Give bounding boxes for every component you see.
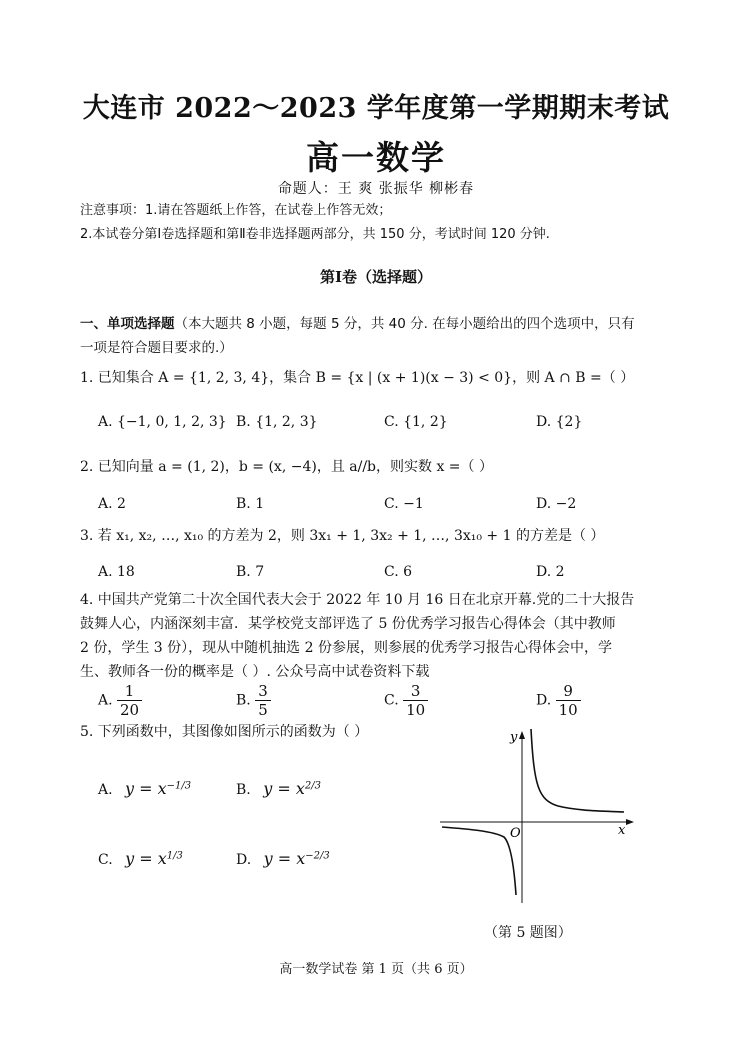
notes-line-2: 2.本试卷分第Ⅰ卷选择题和第Ⅱ卷非选择题两部分，共 150 分，考试时间 120 分钟. [80, 227, 550, 242]
q5-option-b: B. $y = x^{2/3}$ [236, 779, 321, 798]
graph-caption: （第 5 题图） [484, 925, 572, 941]
q5-option-c: C. $y = x^{1/3}$ [98, 849, 183, 868]
q3-option-a: A. 18 [98, 564, 135, 580]
exam-title: 大连市 2022～2023 学年度第一学期期末考试 [82, 93, 670, 124]
section-title: 第Ⅰ卷（选择题） [319, 268, 433, 286]
q5-stem: 5. 下列函数中，其图像如图所示的函数为（ ） [80, 724, 369, 740]
q5-option-d: D. $y = x^{-2/3}$ [236, 849, 330, 868]
y-axis-label: y [510, 730, 518, 745]
q5-option-a: A. $y = x^{-1/3}$ [98, 779, 192, 798]
subject-title: 高一数学 [306, 138, 446, 177]
q1-option-c: C. {1, 2} [384, 414, 448, 430]
q4-line-2: 鼓舞人心，内涵深刻丰富．某学校党支部评选了 5 份优秀学习报告心得体会（其中教师 [80, 616, 616, 632]
page-footer: 高一数学试卷 第 1 页（共 6 页） [279, 962, 473, 977]
q1-option-b: B. {1, 2, 3} [236, 414, 318, 430]
q1-stem: 1. 已知集合 A = {1, 2, 3, 4}，集合 B = {x | (x + 1)(x − 3) < 0}，则 A ∩ B =（ ） [80, 370, 635, 386]
q4-option-d: D. $\frac{9}{10}$ [536, 682, 581, 719]
q1-option-d: D. {2} [536, 414, 583, 430]
fraction: $\frac{9}{10}$ [556, 682, 581, 719]
q3-stem: 3. 若 x₁, x₂, …, x₁₀ 的方差为 2，则 3x₁ + 1, 3x₂ + 1, …, 3x₁₀ + 1 的方差是（ ） [80, 528, 605, 544]
q2-option-c: C. −1 [384, 496, 424, 512]
q2-stem: 2. 已知向量 a = (1, 2)，b = (x, −4)，且 a//b，则实数 x =（ ） [80, 459, 493, 475]
q2-option-b: B. 1 [236, 496, 265, 512]
fraction: $\frac{3}{5}$ [255, 682, 271, 719]
q4-line-3: 2 份，学生 3 份），现从中随机抽选 2 份参展，则参展的优秀学习报告心得体会中，学 [80, 640, 612, 656]
x-axis-label: x [618, 823, 626, 838]
part-desc: （本大题共 8 小题，每题 5 分，共 40 分. 在每小题给出的四个选项中，只有 [174, 316, 635, 332]
part-desc-2: 一项是符合题目要求的.） [80, 340, 233, 356]
q3-option-b: B. 7 [236, 564, 265, 580]
curve-right-branch [531, 729, 624, 812]
fraction: $\frac{1}{20}$ [117, 682, 142, 719]
origin-label: O [510, 826, 521, 841]
q1-option-a: A. {−1, 0, 1, 2, 3} [98, 414, 227, 430]
part-label: 一、单项选择题 [80, 316, 175, 332]
q4-option-b: B. $\frac{3}{5}$ [236, 682, 271, 719]
x-axis-arrow [626, 819, 634, 825]
notes-line-1: 注意事项：1.请在答题纸上作答，在试卷上作答无效； [80, 203, 392, 218]
q4-line-4: 生、教师各一份的概率是（ ）. 公众号高中试卷资料下载 [80, 664, 430, 680]
q3-option-d: D. 2 [536, 564, 565, 580]
fraction: $\frac{3}{10}$ [403, 682, 428, 719]
q2-option-a: A. 2 [98, 496, 126, 512]
part-heading [80, 314, 635, 334]
q4-option-c: C. $\frac{3}{10}$ [384, 682, 428, 719]
curve-left-branch [442, 827, 516, 895]
authors-line: 命题人：王 爽 张振华 柳彬春 [277, 181, 475, 197]
y-axis-arrow [519, 731, 525, 739]
q3-option-c: C. 6 [384, 564, 413, 580]
function-graph [438, 725, 638, 905]
q4-option-a: A. $\frac{1}{20}$ [98, 682, 142, 719]
q4-line-1: 4. 中国共产党第二十次全国代表大会于 2022 年 10 月 16 日在北京开幕.党的二十大报告 [80, 592, 635, 608]
q2-option-d: D. −2 [536, 496, 577, 512]
